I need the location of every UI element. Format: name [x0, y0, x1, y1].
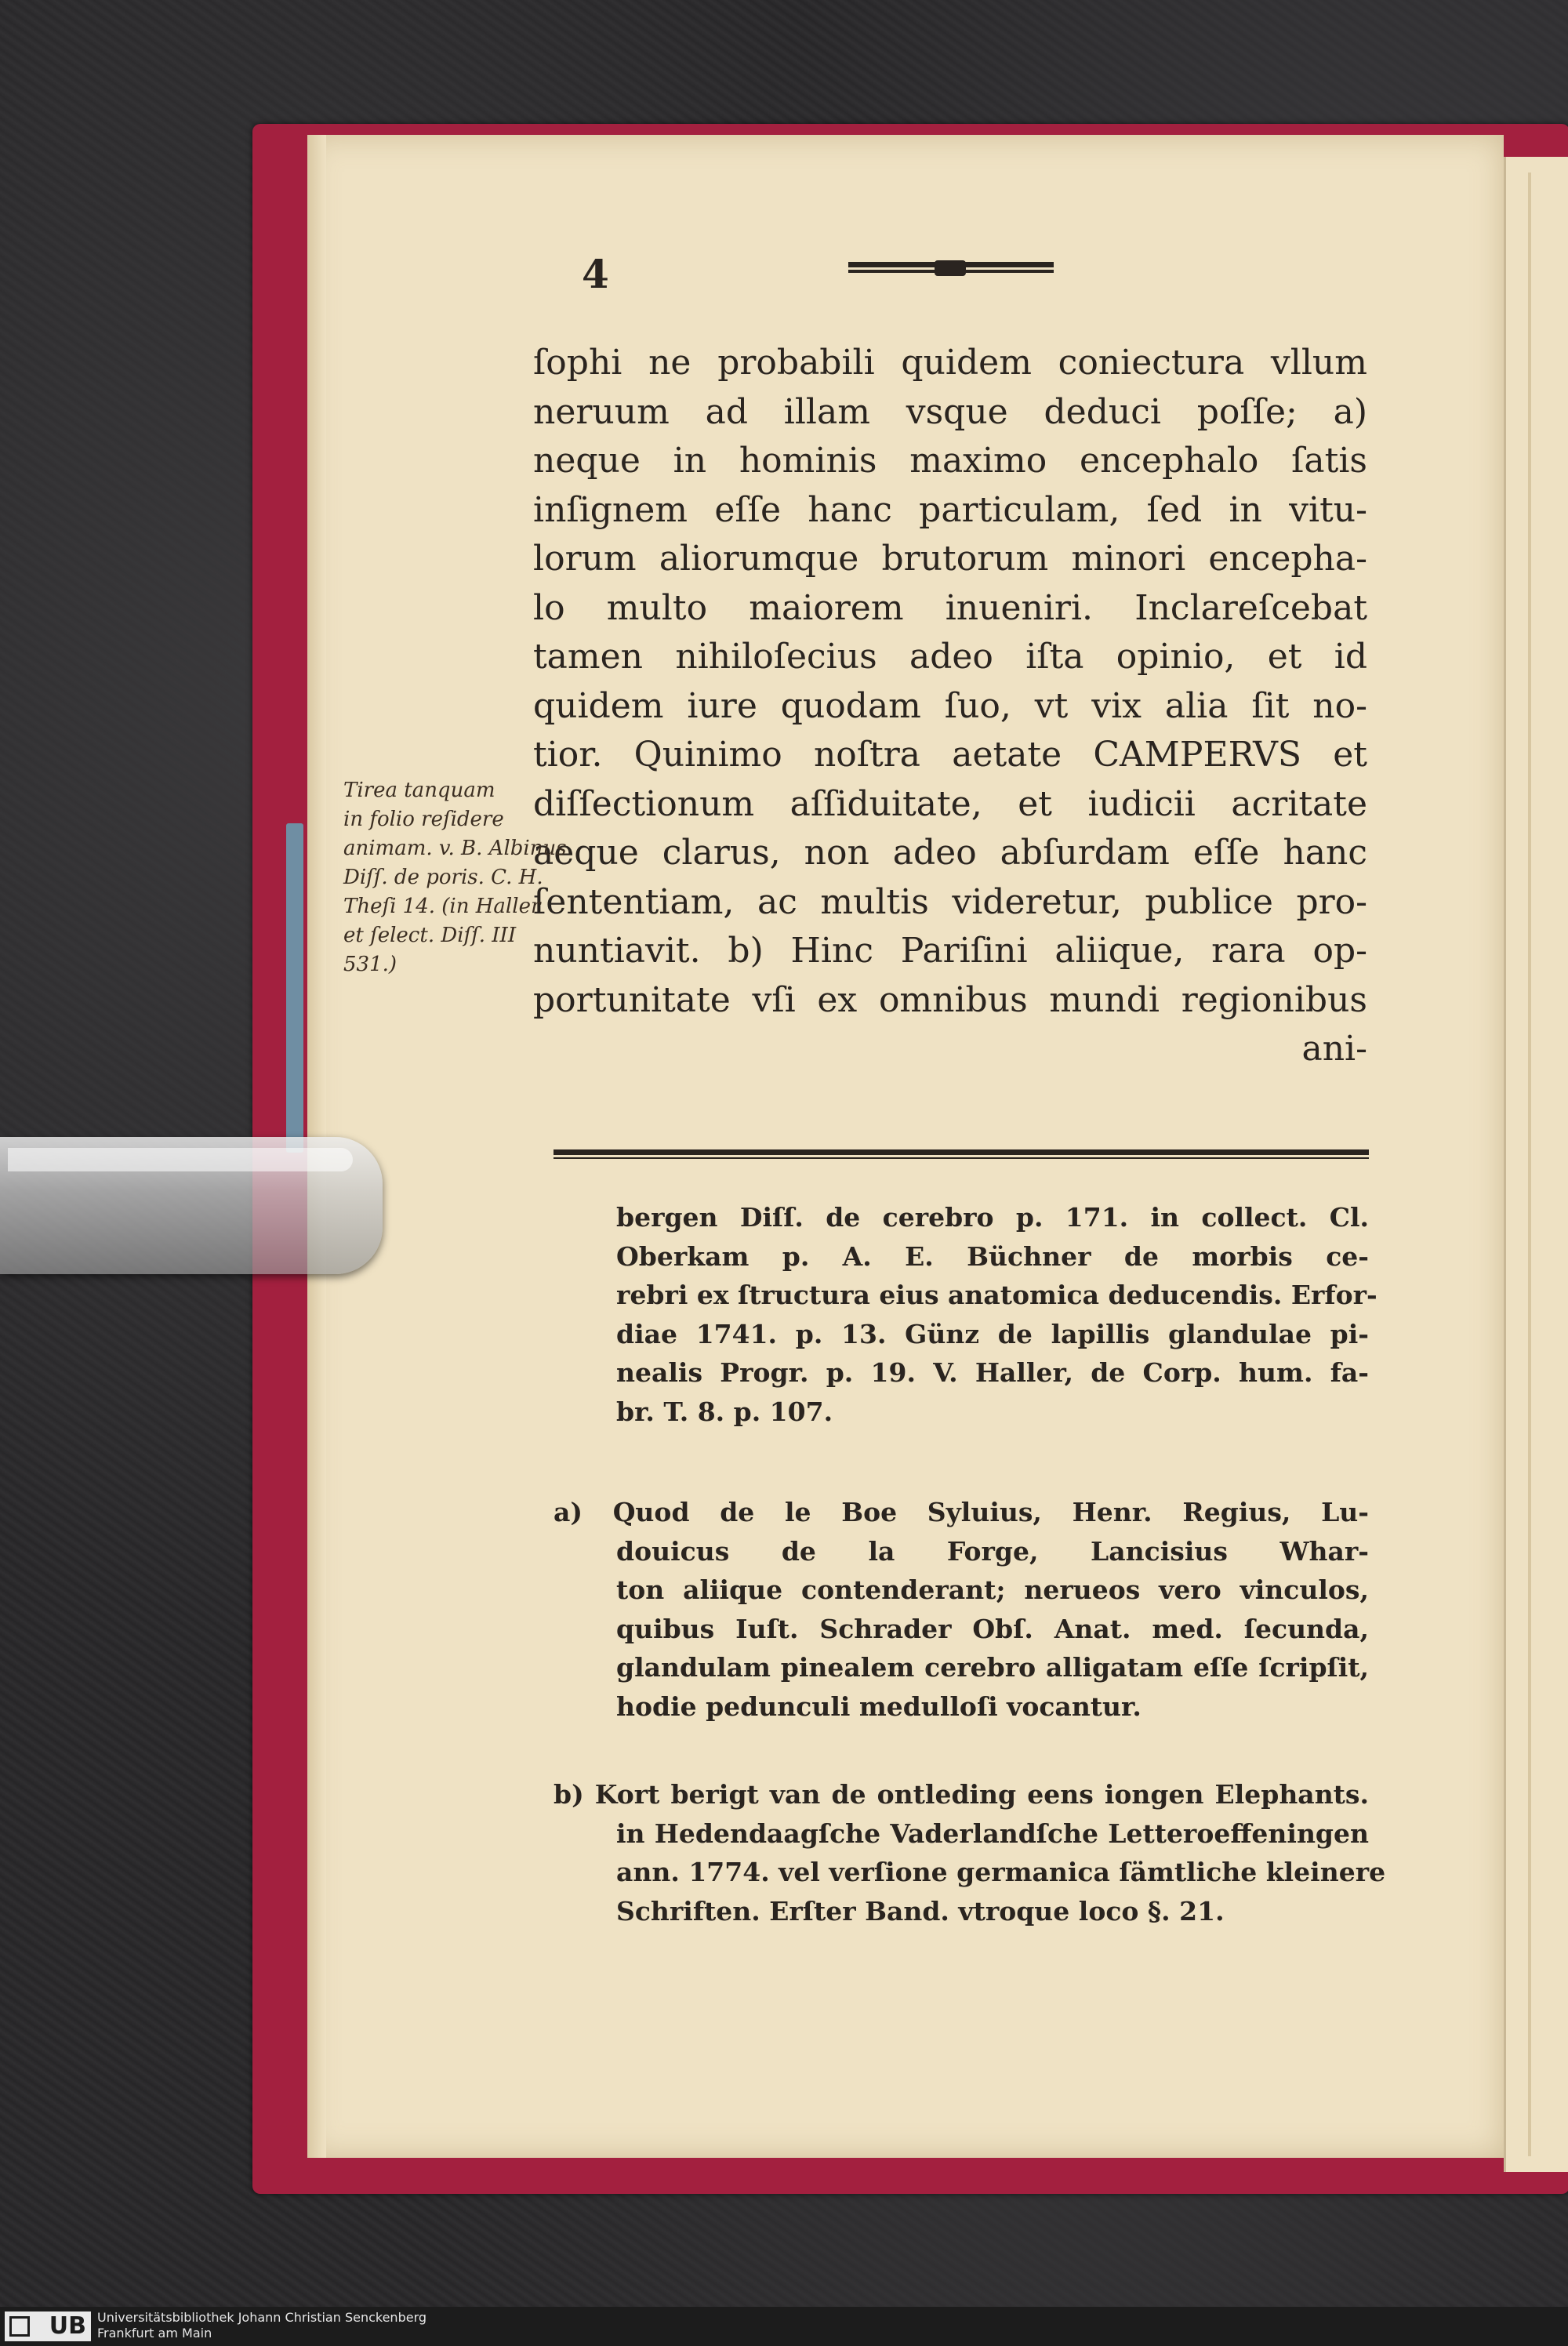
footnote-line: Oberkam p. A. E. Büchner de morbis ce-	[616, 1240, 1369, 1272]
footnote-rule-thin	[554, 1157, 1369, 1159]
blue-tab	[286, 823, 303, 1153]
margin-note-line: animam. v. B. Albinus	[343, 837, 567, 860]
text-line: neruum ad illam vsque deduci poſſe; a)	[533, 391, 1367, 432]
text-line: lo multo maiorem inueniri. Inclareſcebat	[533, 587, 1367, 628]
footnote-line: Schriften. Erſter Band. vtroque loco §. 21.	[616, 1895, 1225, 1927]
text-line: ſententiam, ac multis videretur, publice pro-	[533, 881, 1367, 922]
text-line: tior. Quinimo noſtra aetate CAMPERVS et	[533, 735, 1367, 775]
catchword: ani-	[1301, 1029, 1367, 1069]
margin-note-line: Diſſ. de poris. C. H.	[343, 866, 543, 889]
footnote-line: br. T. 8. p. 107.	[616, 1396, 833, 1427]
margin-note-line: et ſelect. Diſſ. III	[343, 924, 517, 947]
text-line: aeque clarus, non adeo abſurdam eſſe hanc	[533, 833, 1367, 873]
footnote-line: hodie pedunculi medulloſi vocantur.	[616, 1690, 1142, 1722]
next-page-edge	[1504, 157, 1568, 2172]
margin-note-line: Theſi 14. (in Haller	[343, 895, 541, 918]
text-line: inſignem eſſe hanc particulam, ſed in vitu-	[533, 489, 1367, 530]
footnote-line: b) Kort berigt van de ontleding eens iongen Elephants.	[554, 1779, 1369, 1810]
text-line: quidem iure quodam ſuo, vt vix alia ſit no-	[533, 685, 1367, 726]
footnote-line: douicus de la Forge, Lancisius Whar-	[616, 1535, 1369, 1567]
text-line: lorum aliorumque brutorum minori encepha-	[533, 539, 1367, 579]
logo-text: UB	[49, 2312, 86, 2340]
text-line: ſophi ne probabili quidem coniectura vllum	[533, 343, 1367, 383]
footnote-line: diae 1741. p. 13. Günz de lapillis glandulae pi-	[616, 1318, 1369, 1349]
footnote-line: bergen Diſſ. de cerebro p. 171. in collect. Cl.	[616, 1202, 1369, 1233]
text-line: diſſectionum aſſiduitate, et iudicii acritate	[533, 783, 1367, 824]
margin-note-line: 531.)	[343, 953, 397, 976]
margin-note-line: in folio reſidere	[343, 808, 504, 831]
main-text	[533, 339, 1367, 1074]
footnote-line: a) Quod de le Boe Syluius, Henr. Regius, Lu-	[554, 1497, 1369, 1527]
credit-line-2: Frankfurt am Main	[97, 2326, 212, 2341]
footnote-line: rebri ex ſtructura eius anatomica deducendis. Erfor-	[616, 1280, 1377, 1310]
footnote-rule	[554, 1149, 1369, 1155]
ub-logo	[5, 2312, 91, 2341]
footnote-line: in Hedendaagſche Vaderlandſche Letteroeffeningen	[616, 1818, 1369, 1849]
text-line: nuntiavit. b) Hinc Pariſini aliique, rara op-	[533, 931, 1367, 971]
footnote-b	[554, 1775, 1386, 1930]
text-line: neque in hominis maximo encephalo ſatis	[533, 441, 1367, 481]
margin-note-line: Tirea tanquam	[343, 779, 495, 802]
footnote-continuation	[554, 1198, 1377, 1431]
footnote-line: glandulam pinealem cerebro alligatam eſſe ſcripſit,	[616, 1652, 1369, 1683]
header-ornament	[848, 262, 1054, 278]
text-line: tamen nihiloſecius adeo iſta opinio, et id	[533, 637, 1367, 677]
glass-weight	[0, 1137, 383, 1274]
library-credit	[97, 2310, 426, 2341]
credit-line-1: Universitätsbibliothek Johann Christian Senckenberg	[97, 2310, 427, 2325]
handwritten-margin-note	[343, 776, 567, 979]
page-number: 4	[582, 251, 609, 297]
text-line: portunitate vſi ex omnibus mundi regionibus	[533, 979, 1367, 1020]
footnote-line: quibus Iuſt. Schrader Obſ. Anat. med. ſecunda,	[616, 1613, 1369, 1644]
footnote-line: ann. 1774. vel verſione germanica ſämtliche kleinere	[616, 1857, 1386, 1887]
ub-logo-icon	[9, 2316, 30, 2337]
footnote-a	[554, 1493, 1369, 1726]
footnote-line: nealis Progr. p. 19. V. Haller, de Corp. hum. fa-	[616, 1357, 1369, 1388]
footnote-line: ton aliique contenderant; nerueos vero vinculos,	[616, 1574, 1369, 1605]
